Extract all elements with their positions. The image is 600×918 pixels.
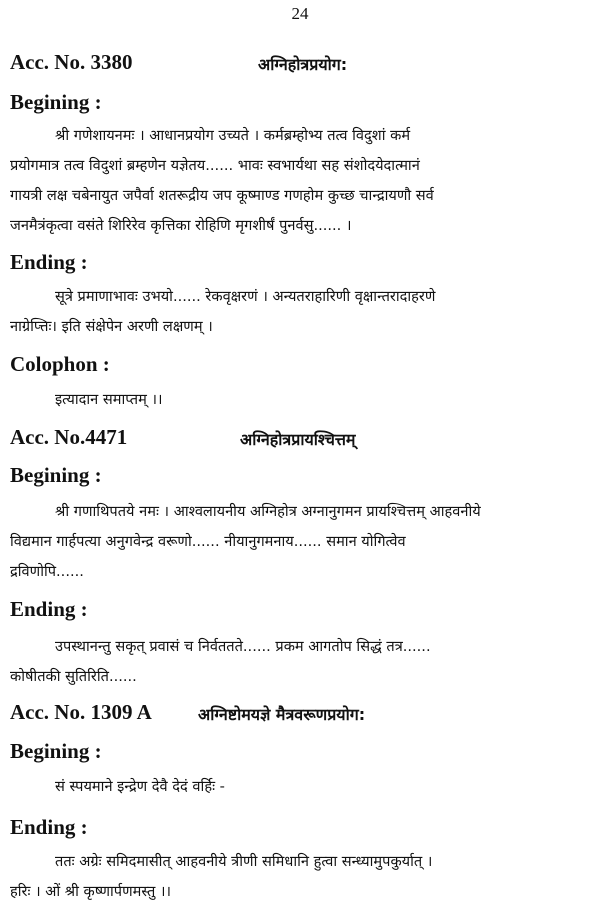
text-line: उपस्थानन्तु सकृत् प्रवासं च निर्वततते...... प्रकम आगतोप सिद्धं तत्र...... (55, 638, 431, 655)
acc-number: Acc. No.4471 (10, 425, 128, 449)
manuscript-title: अग्निष्टोमयज्ञे मैत्रवरूणप्रयोग: (198, 705, 366, 724)
text-line: नाग्रेप्त्तिः। इति संक्षेपेन अरणी लक्षणम् । (10, 318, 213, 335)
text-line: हरिः । ओं श्री कृष्णार्पणमस्तु ।। (10, 883, 172, 900)
text-line: विद्यमान गार्हपत्या अनुगवेन्द्र वरूणो...... नीयानुगमनाय...... समान योगित्वेव (10, 533, 406, 550)
colophon-text (10, 385, 590, 415)
manuscript-title: अग्निहोत्रप्रयोग: (258, 55, 348, 74)
text-line: श्री गणेशायनमः । आधानप्रयोग उच्यते । कर्मब्रम्होभ्य तत्व विदुशां कर्म (55, 127, 411, 144)
acc-number: Acc. No. 1309 A (10, 700, 152, 724)
ending-text (10, 847, 590, 907)
page-number: 24 (291, 4, 309, 23)
ending-heading: Ending : (10, 597, 88, 621)
begining-text (10, 121, 590, 241)
ending-heading: Ending : (10, 815, 88, 839)
begining-text (10, 772, 590, 802)
text-line: जनमैत्रंकृत्वा वसंते शिरिरेव कृत्तिका रोहिणि मृगशीर्षं पुनर्वसु...... । (10, 217, 352, 234)
text-line: श्री गणाथिपतये नमः । आश्वलायनीय अग्निहोत्र अग्नानुगमन प्रायश्चित्तम् आहवनीये (55, 503, 481, 520)
text-line: ततः अग्रेः समिदमासीत् आहवनीये त्रीणी समिधानि हुत्वा सन्ध्यामुपकुर्यात् । (55, 853, 433, 870)
ending-text (10, 282, 590, 342)
text-line: द्रविणोपि...... (10, 563, 84, 580)
text-line: प्रयोगमात्र तत्व विदुशां ब्रम्हणेन यज्ञेतय...... भावः स्वभार्यथा सह संशोदयेदात्मानं (10, 157, 420, 174)
text-line: कोषीतकी सुतिरिति...... (10, 668, 137, 685)
ending-text (10, 632, 590, 692)
text-line: इत्यादान समाप्तम् ।। (55, 391, 163, 408)
text-line: गायत्री लक्ष चबेनायुत जपैर्वा शतरूद्रीय जप कूष्माण्ड गणहोम कुच्छ चान्द्रायणौ सर्व (10, 187, 434, 204)
ending-heading: Ending : (10, 250, 88, 274)
colophon-heading: Colophon : (10, 352, 110, 376)
manuscript-title: अग्निहोत्रप्रायश्चित्तम् (240, 430, 356, 449)
begining-heading: Begining : (10, 463, 102, 487)
begining-heading: Begining : (10, 739, 102, 763)
acc-number: Acc. No. 3380 (10, 50, 133, 74)
begining-heading: Begining : (10, 90, 102, 114)
begining-text (10, 497, 590, 587)
text-line: सं स्पयमाने इन्द्रेण देवै देदं वर्हिः - (55, 778, 225, 795)
text-line: सूत्रे प्रमाणाभावः उभयो...... रेकवृक्षरणं । अन्यतराहारिणी वृक्षान्तरादाहरणे (55, 288, 436, 305)
